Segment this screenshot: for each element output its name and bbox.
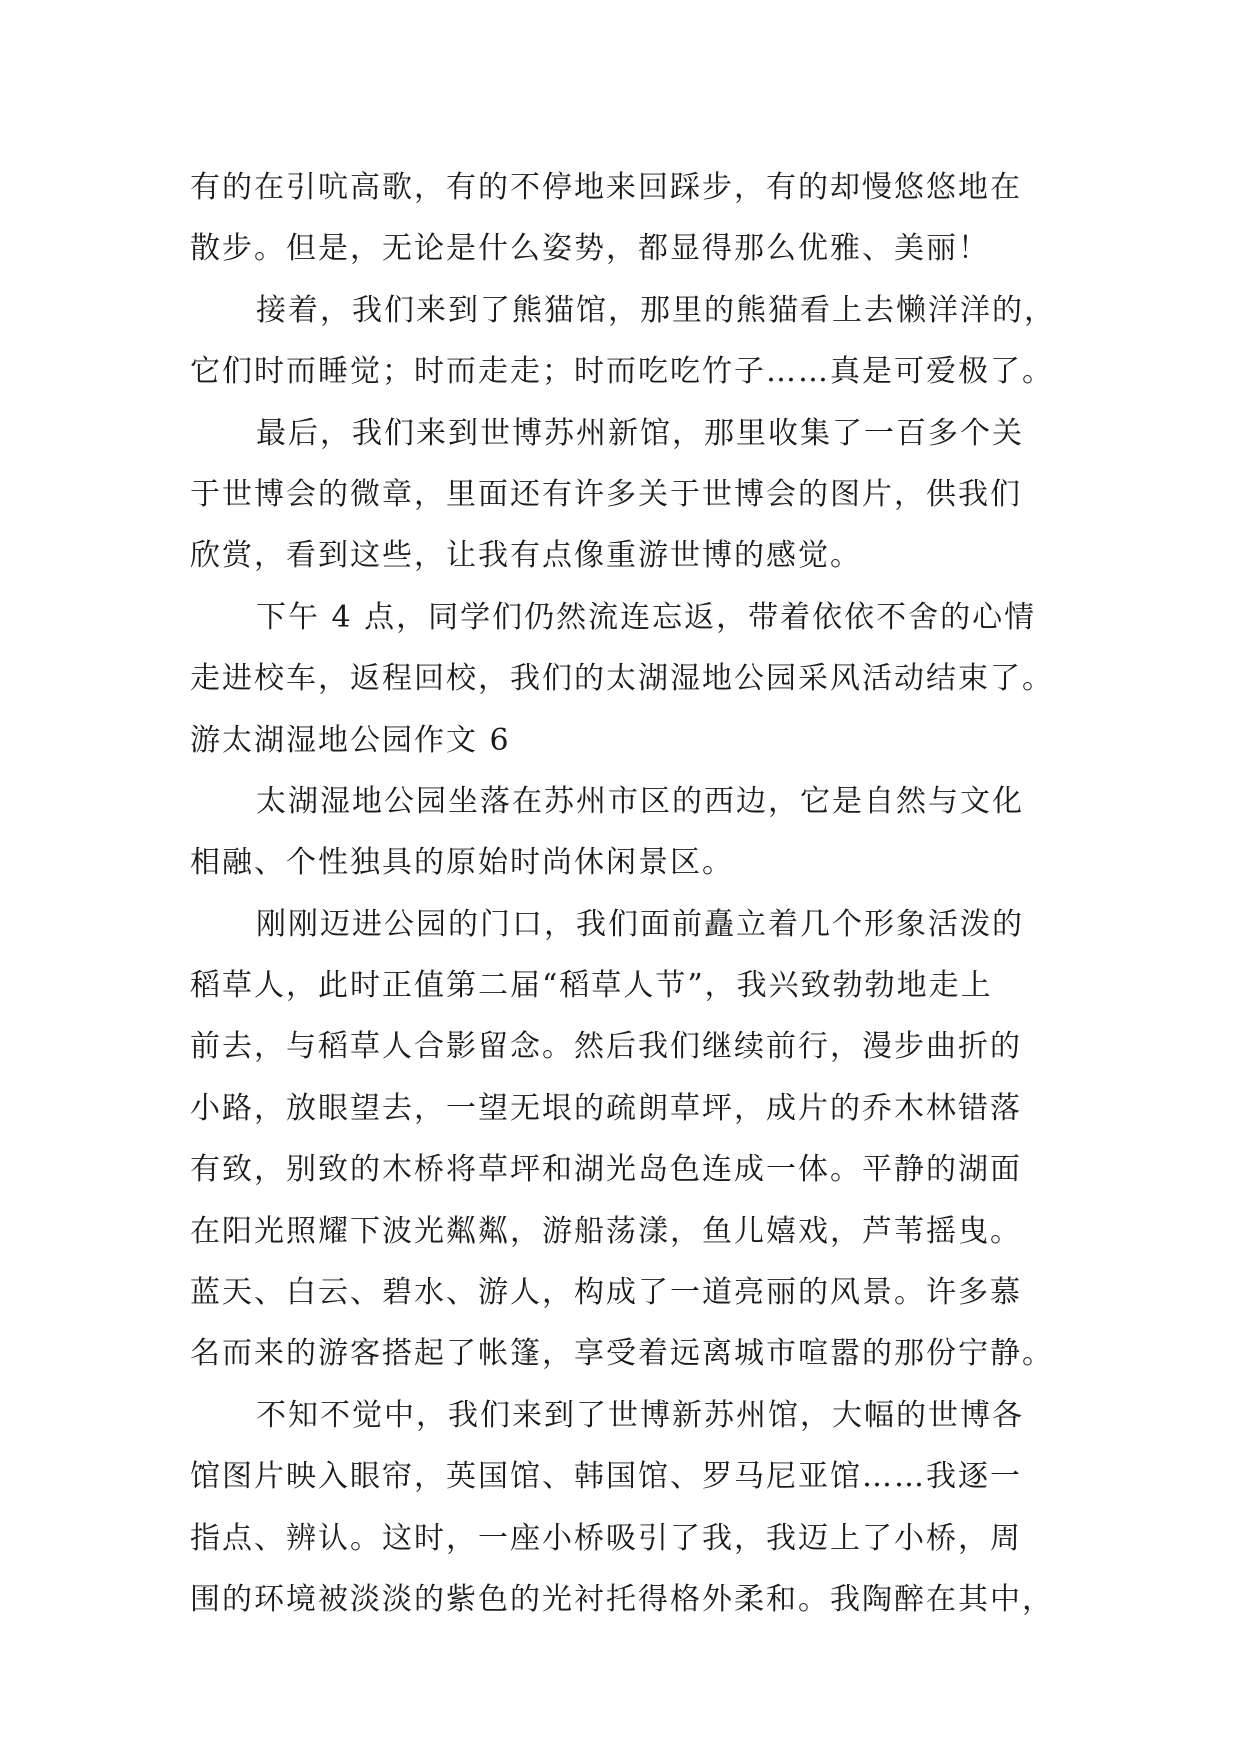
text-line: 在阳光照耀下波光粼粼，游船荡漾，鱼儿嬉戏，芦苇摇曳。 [190,1213,1022,1249]
text-line: 走进校车，返程回校，我们的太湖湿地公园采风活动结束了。 [190,661,1054,697]
text-line: 相融、个性独具的原始时尚休闲景区。 [190,845,734,881]
text-line: 刚刚迈进公园的门口，我们面前矗立着几个形象活泼的 [256,906,1024,942]
text-line: 于世博会的微章，里面还有许多关于世博会的图片，供我们 [190,476,1022,512]
text-line: 指点、辨认。这时，一座小桥吸引了我，我迈上了小桥，周 [190,1520,1022,1556]
text-line: 下午 4 点，同学们仍然流连忘返，带着依依不舍的心情 [256,599,1037,635]
text-line: 名而来的游客搭起了帐篷，享受着远离城市喧嚣的那份宁静。 [190,1336,1054,1372]
text-line: 有致，别致的木桥将草坪和湖光岛色连成一体。平静的湖面 [190,1152,1022,1188]
text-line: 围的环境被淡淡的紫色的光衬托得格外柔和。我陶醉在其中， [190,1581,1054,1617]
text-line: 太湖湿地公园坐落在苏州市区的西边，它是自然与文化 [256,783,1024,819]
text-line: 前去，与稻草人合影留念。然后我们继续前行，漫步曲折的 [190,1029,1022,1065]
text-line: 欣赏，看到这些，让我有点像重游世博的感觉。 [190,538,862,574]
text-line: 蓝天、白云、碧水、游人，构成了一道亮丽的风景。许多慕 [190,1275,1022,1311]
text-line: 最后，我们来到世博苏州新馆，那里收集了一百多个关 [256,415,1024,451]
text-line: 稻草人，此时正值第二届“稻草人节”，我兴致勃勃地走上 [190,968,993,1004]
text-line: 散步。但是，无论是什么姿势，都显得那么优雅、美丽！ [190,231,990,267]
text-line: 它们时而睡觉；时而走走；时而吃吃竹子……真是可爱极了。 [190,354,1054,390]
text-line: 接着，我们来到了熊猫馆，那里的熊猫看上去懒洋洋的， [256,292,1056,328]
text-line: 有的在引吭高歌，有的不停地来回踩步，有的却慢悠悠地在 [190,170,1022,205]
text-line: 不知不觉中，我们来到了世博新苏州馆，大幅的世博各 [256,1397,1024,1433]
document-text-body [190,157,1060,1630]
section-heading: 游太湖湿地公园作文 6 [190,722,511,758]
text-line: 馆图片映入眼帘，英国馆、韩国馆、罗马尼亚馆……我逐一 [190,1459,1022,1495]
text-line: 小路，放眼望去，一望无垠的疏朗草坪，成片的乔木林错落 [190,1090,1022,1126]
